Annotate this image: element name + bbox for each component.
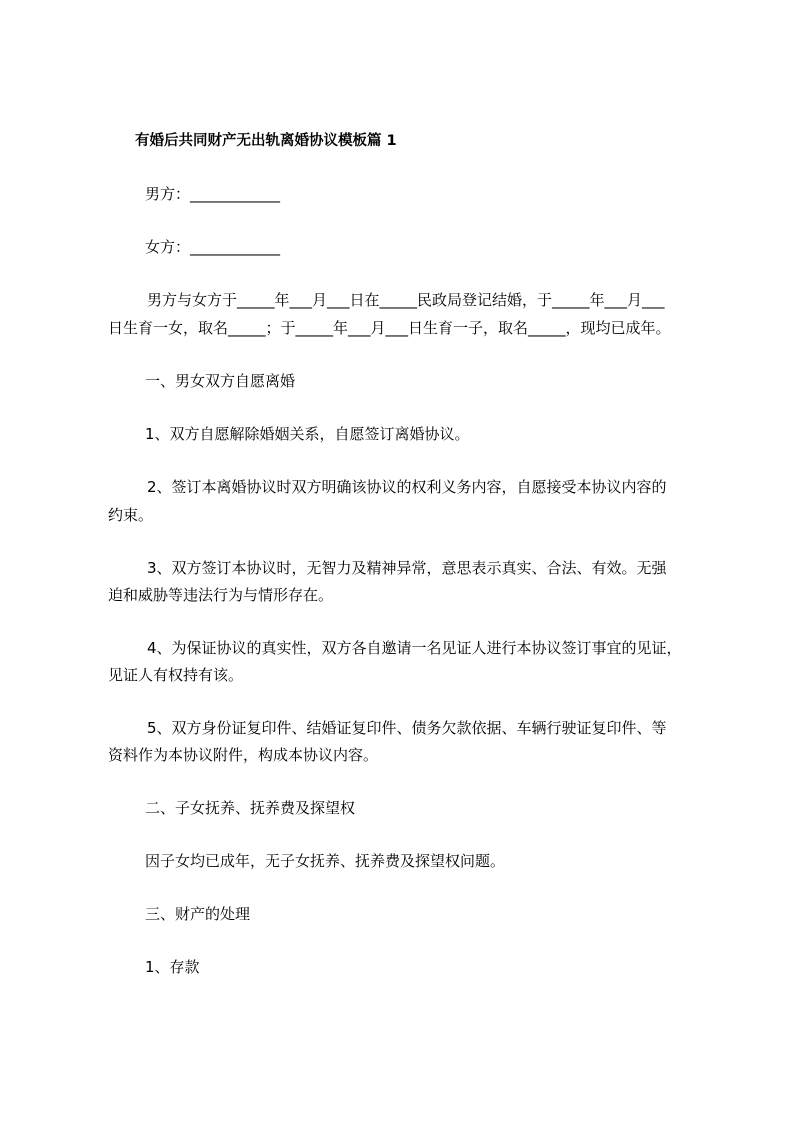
section-1-item-5-line-2: 资料作为本协议附件，构成本协议内容。	[108, 746, 379, 764]
section-1-heading: 一、男女双方自愿离婚	[145, 372, 296, 390]
section-2-heading: 二、子女抚养、抚养费及探望权	[145, 799, 356, 817]
section-1-item-2-line-1: 2、签订本离婚协议时双方明确该协议的权利义务内容，自愿接受本协议内容的	[147, 478, 667, 496]
section-1-item-2-line-2: 约束。	[108, 506, 154, 524]
section-1-item-5-line-1: 5、双方身份证复印件、结婚证复印件、债务欠款依据、车辆行驶证复印件、等	[147, 719, 667, 737]
section-3-item-1: 1、存款	[145, 958, 200, 976]
section-1-item-1: 1、双方自愿解除婚姻关系，自愿签订离婚协议。	[145, 425, 470, 443]
female-party-line: 女方：____________	[145, 238, 281, 256]
intro-paragraph-line-1: 男方与女方于_____年___月___日在_____民政局登记结婚，于_____年___月___	[147, 291, 665, 309]
section-1-item-4-line-2: 见证人有权持有该。	[108, 666, 244, 684]
male-party-line: 男方：____________	[145, 185, 281, 203]
section-2-body: 因子女均已成年，无子女抚养、抚养费及探望权问题。	[145, 852, 506, 870]
section-1-item-3-line-1: 3、双方签订本协议时，无智力及精神异常，意思表示真实、合法、有效。无强	[147, 559, 667, 577]
section-3-heading: 三、财产的处理	[145, 905, 251, 923]
section-1-item-3-line-2: 迫和威胁等违法行为与情形存在。	[108, 586, 334, 604]
intro-paragraph-line-2: 日生育一女，取名_____；于_____年___月___日生育一子，取名_____，现均已成年。	[108, 319, 671, 337]
section-1-item-4-line-1: 4、为保证协议的真实性，双方各自邀请一名见证人进行本协议签订事宜的见证，	[147, 639, 682, 657]
document-title: 有婚后共同财产无出轨离婚协议模板篇 1	[135, 133, 397, 149]
